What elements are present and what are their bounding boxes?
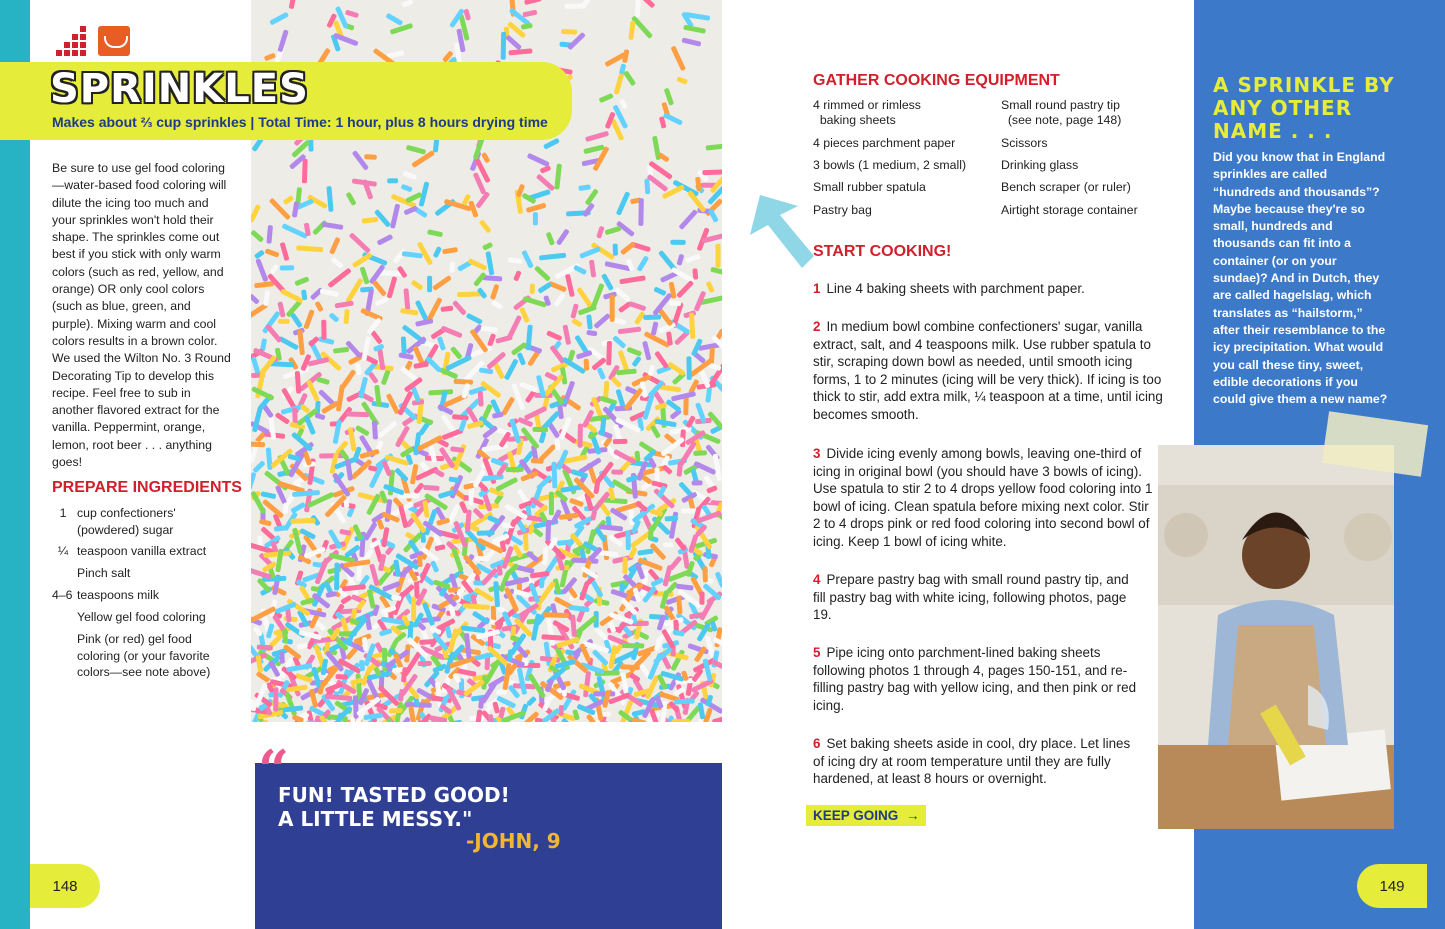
equipment-item: Small round pastry tip (see note, page 148) [1001, 98, 1122, 127]
keep-going-label: KEEP GOING [813, 808, 899, 823]
prepare-ingredients-heading: PREPARE INGREDIENTS [52, 479, 242, 496]
equipment-item: Scissors [1001, 136, 1048, 150]
equipment-item: 4 pieces parchment paper [813, 136, 956, 150]
recipe-title: SPRINKLES [50, 66, 309, 112]
start-cooking-heading: START COOKING! [813, 243, 952, 260]
difficulty-dots-icon [52, 26, 88, 56]
page-number-right: 149 [1357, 864, 1427, 908]
step-6: 6 Set baking sheets aside in cool, dry place. Let lines of icing dry at room temperature until they are fully hardened, at least 8 hours or overnight. [813, 736, 1131, 786]
quote-author: -JOHN, 9 [466, 829, 561, 853]
arrow-icon [740, 190, 820, 270]
equipment-item: Bench scraper (or ruler) [1001, 180, 1131, 194]
equipment-item: 4 rimmed or rimless baking sheets [813, 98, 921, 127]
kid-photo-illustration [1158, 445, 1394, 829]
equipment-item: Small rubber spatula [813, 180, 926, 194]
keep-going-link[interactable] [806, 805, 926, 826]
equipment-item: Pastry bag [813, 203, 872, 217]
step-5: 5 Pipe icing onto parchment-lined baking sheets following photos 1 through 4, pages 150-151, and re-filling pastry bag with yellow icing, and then pink or red icing. [813, 645, 1137, 713]
intro-text: Be sure to use gel food coloring—water-based food coloring will dilute the icing too much and your sprinkles won't hold their shape. The sprinkles come out best if you stick with only warm colors (such as red, yellow, and orange) OR only cool colors (such as blue, green, and purple). Mixing warm and cool colors results in a brown color. We used the Wilton No. 3 Round Decorating Tip to develop this recipe. Feel free to sub in another flavored extract for the vanilla. Peppermint, orange, lemon, root beer . . . anything goes! [52, 161, 231, 470]
step-1: 1 Line 4 baking sheets with parchment paper. [813, 281, 1085, 296]
sidebar-text: Did you know that in England sprinkles are called “hundreds and thousands”? Maybe because they're so small, hundreds and thousands can fit into a container (or on your sundae)? And in Dutch, they are called hagelslag, which translates as “hailstorm,” after their resemblance to the icy precipitation. What would you call these tiny, sweet, edible decorations if you could give them a new name? [1213, 150, 1388, 407]
page-number-left: 148 [30, 864, 100, 908]
quote-mark-icon: “ [258, 738, 290, 802]
step-2: 2 In medium bowl combine confectioners' sugar, vanilla extract, salt, and 4 teaspoons milk. Use rubber spatula to stir, scraping down bowl as needed, until smooth icing forms, 1 to 2 minutes (icing will be very thick). If icing is too thick to stir, add extra milk, ¼ teaspoon at a time, until icing becomes smooth. [813, 319, 1163, 422]
equipment-heading: GATHER COOKING EQUIPMENT [813, 72, 1060, 89]
quote-text: FUN! TASTED GOOD! A LITTLE MESSY." [278, 783, 510, 831]
equipment-item: 3 bowls (1 medium, 2 small) [813, 158, 967, 172]
equipment-item: Drinking glass [1001, 158, 1079, 172]
kid-decorating-photo [1158, 445, 1394, 829]
bowl-icon [98, 26, 130, 56]
step-4: 4 Prepare pastry bag with small round pastry tip, and fill pastry bag with white icing, following photos, page 19. [813, 572, 1129, 622]
step-3: 3 Divide icing evenly among bowls, leaving one-third of icing in original bowl (you should have 3 bowls of icing). Use spatula to stir 2 to 4 drops yellow food coloring into 1 bowl of icing. Clean spatula before mixing next color. Stir 2 to 4 drops pink or red food coloring into second bowl of icing. Keep 1 bowl of icing white. [813, 446, 1153, 549]
recipe-yield: Makes about ⅔ cup sprinkles | Total Time: 1 hour, plus 8 hours drying time [52, 114, 548, 130]
equipment-item: Airtight storage container [1001, 203, 1138, 217]
sidebar-heading: A SPRINKLE BY ANY OTHER NAME . . . [1213, 73, 1395, 143]
arrow-right-icon: → [906, 808, 920, 823]
